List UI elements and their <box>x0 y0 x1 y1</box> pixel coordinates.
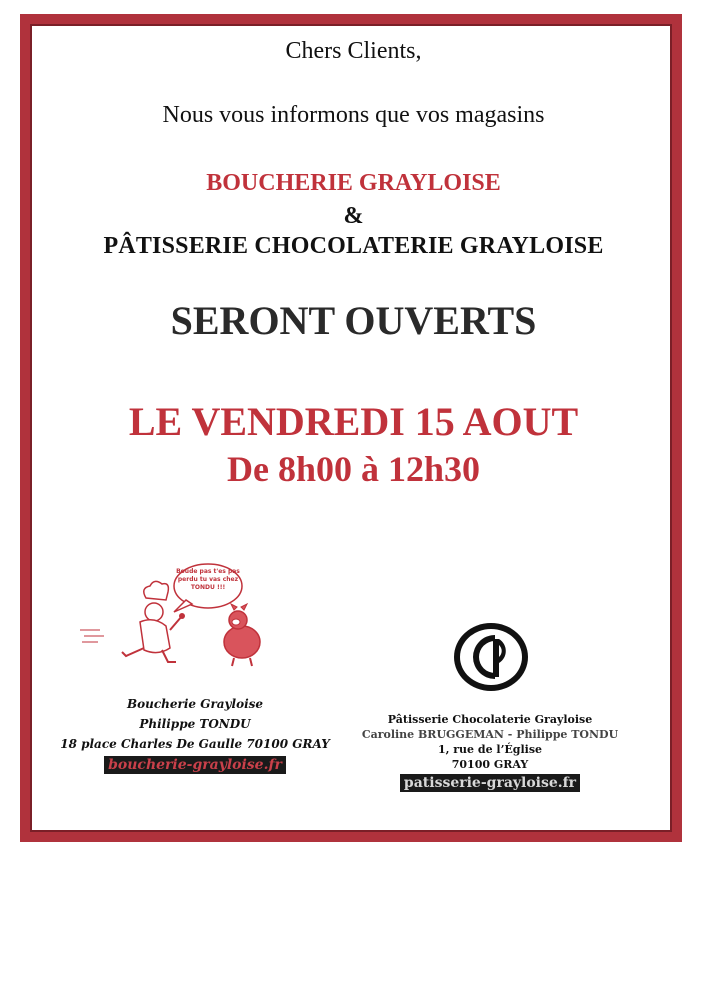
mascot-speech-bubble: Boude pas t'es pas perdu tu vas chez TONDU !!! <box>176 568 240 591</box>
ampersand: & <box>343 203 364 229</box>
opening-hours: De 8h00 à 12h30 <box>226 449 481 489</box>
patisserie-street: 1, rue de l’Église <box>437 743 543 756</box>
intro-text: Nous vous informons que vos magasins <box>162 102 545 128</box>
butcher-website-link[interactable]: boucherie-grayloise.fr <box>104 756 286 774</box>
butcher-contact-block <box>40 694 350 775</box>
patisserie-contact-block <box>350 712 630 792</box>
butcher-name: Boucherie Grayloise <box>126 697 264 711</box>
greeting: Chers Clients, <box>285 38 422 64</box>
patisserie-logo <box>451 621 531 693</box>
patisserie-city: 70100 GRAY <box>451 758 529 771</box>
opening-date: LE VENDREDI 15 AOUT <box>128 399 579 444</box>
opening-status: SERONT OUVERTS <box>170 298 537 343</box>
butcher-address: 18 place Charles De Gaulle 70100 GRAY <box>60 737 330 751</box>
patisserie-website-link[interactable]: patisserie-grayloise.fr <box>400 774 580 792</box>
patisserie-name: Pâtisserie Chocolaterie Grayloise <box>387 713 593 726</box>
store-name-butcher: BOUCHERIE GRAYLOISE <box>206 170 501 196</box>
patisserie-owners: Caroline BRUGGEMAN - Philippe TONDU <box>361 728 619 741</box>
store-name-patisserie: PÂTISSERIE CHOCOLATERIE GRAYLOISE <box>103 233 604 259</box>
butcher-owner: Philippe TONDU <box>139 717 251 731</box>
